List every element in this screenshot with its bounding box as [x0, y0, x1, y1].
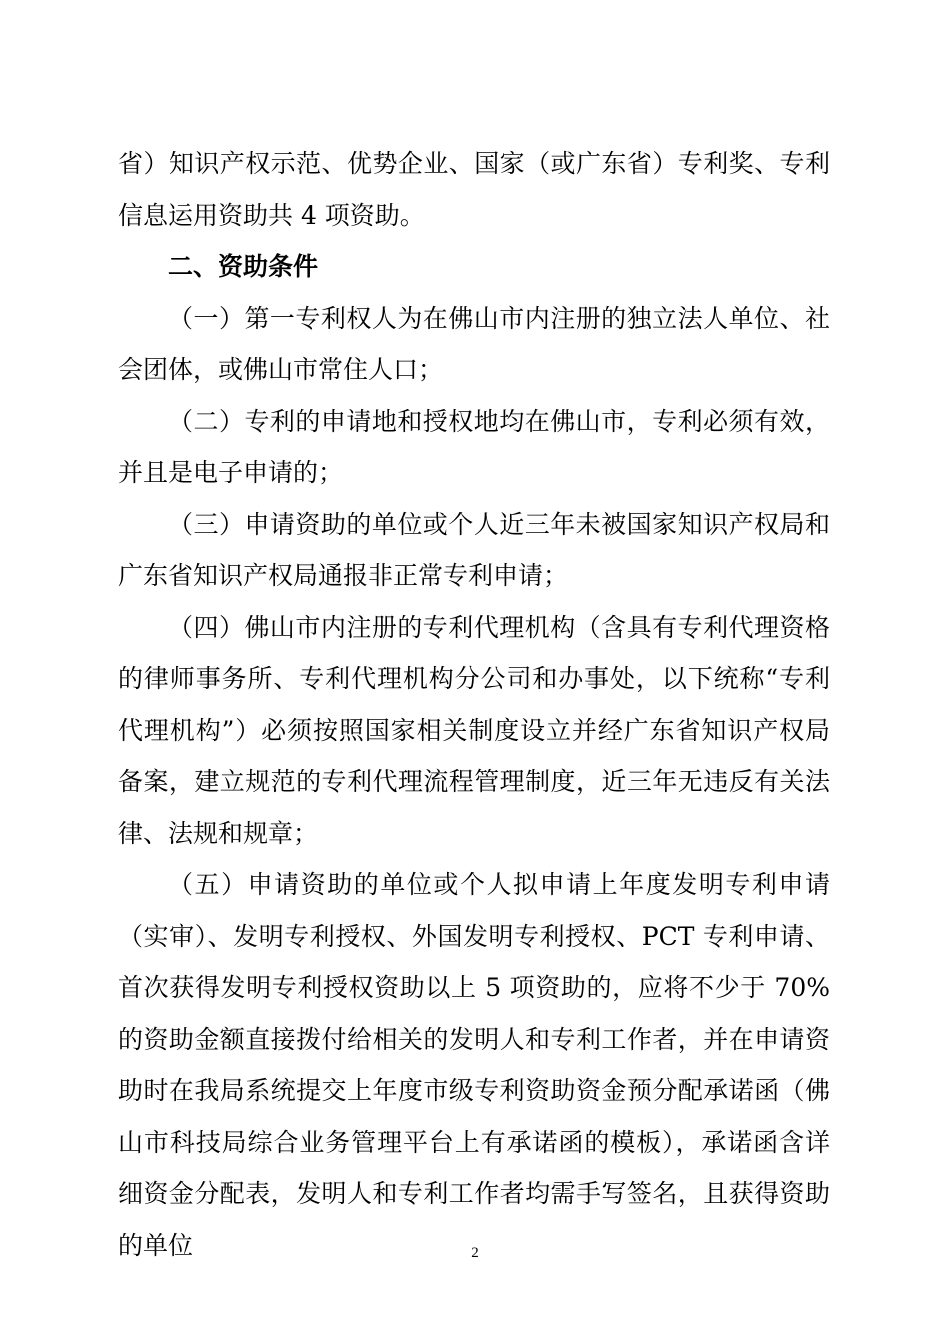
paragraph-condition-2: （二）专利的申请地和授权地均在佛山市，专利必须有效，并且是电子申请的；: [118, 406, 830, 487]
paragraph-continuation: 省）知识产权示范、优势企业、国家（或广东省）专利奖、专利信息运用资助共 4 项资助。: [118, 149, 830, 230]
paragraph-condition-1: （一）第一专利权人为在佛山市内注册的独立法人单位、社会团体，或佛山市常住人口；: [118, 303, 830, 384]
paragraph-condition-5: （五）申请资助的单位或个人拟申请上年度发明专利申请（实审）、发明专利授权、外国发明专利授权、PCT 专利申请、首次获得发明专利授权资助以上 5 项资助的，应将不少于 70%的资助金额直接拨付给相关的发明人和专利工作者，并在申请资助时在我局系统提交上年度市级专利资助资金预分配承诺函（佛山市科技局综合业务管理平台上有承诺函的模板），承诺函含详细资金分配表，发明人和专利工作者均需手写签名，且获得资助的单位: [118, 870, 830, 1260]
paragraph-condition-4: （四）佛山市内注册的专利代理机构（含具有专利代理资格的律师事务所、专利代理机构分公司和办事处，以下统称“专利代理机构”）必须按照国家相关制度设立并经广东省知识产权局备案，建立规范的专利代理流程管理制度，近三年无违反有关法律、法规和规章；: [118, 612, 830, 848]
paragraph-condition-3: （三）申请资助的单位或个人近三年未被国家知识产权局和广东省知识产权局通报非正常专利申请；: [118, 509, 830, 590]
section-heading: 二、资助条件: [168, 252, 319, 281]
document-body: [118, 138, 830, 1271]
page-number: 2: [471, 1245, 479, 1261]
